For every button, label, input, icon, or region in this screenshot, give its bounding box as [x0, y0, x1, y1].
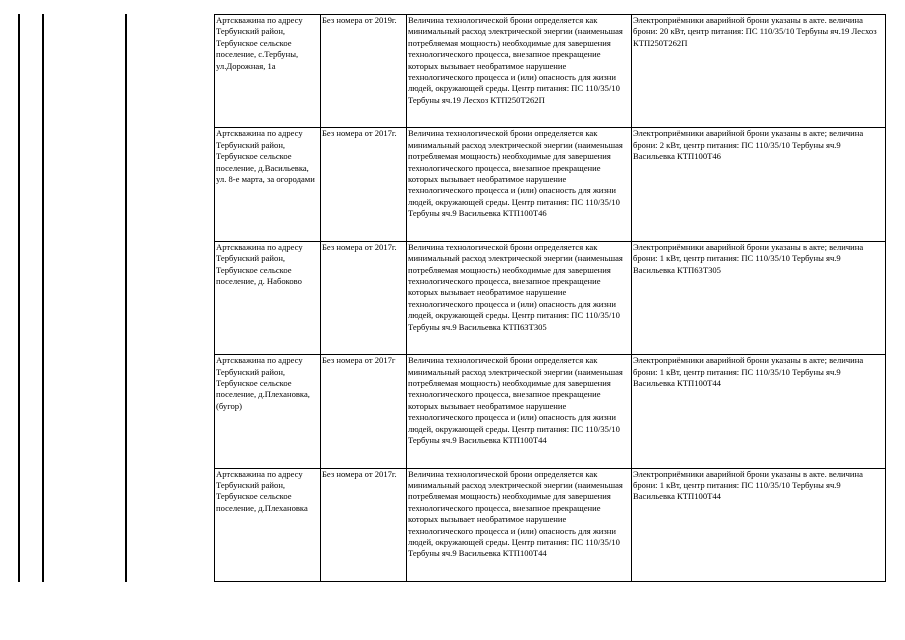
- emergency-cell: Электроприёмники аварийной брони указаны в акте; величина брони: 1 кВт, центр питания: ПС 110/35/10 Тербуны яч.9 Васильевка КТП63Т305: [632, 241, 886, 354]
- emergency-cell: Электроприёмники аварийной брони указаны в акте. величина брони: 20 кВт, центр питания: ПС 110/35/10 Тербуны яч.19 Лесхоз КТП250Т262П: [632, 15, 886, 128]
- object-cell: Артскважина по адресу Тербунский район, Тербунское сельское поселение, д. Набоково: [215, 241, 321, 354]
- table-row: [215, 15, 886, 128]
- act-cell: Без номера от 2017г.: [321, 241, 407, 354]
- act-cell: Без номера от 2019г.: [321, 15, 407, 128]
- table-row: [215, 355, 886, 468]
- description-cell: Величина технологической брони определяется как минимальный расход электрической энергии (наименьшая потребляемая мощность) необходимые для завершения технологического процесса, внезапное прекращение которых вызывает необратимое нарушение технологического процесса и (или) опасность для жизни людей, окружающей среды. Центр питания: ПС 110/35/10 Тербуны яч.9 Васильевка КТП100Т46: [407, 128, 632, 241]
- description-cell: Величина технологической брони определяется как минимальный расход электрической энергии (наименьшая потребляемая мощность) необходимые для завершения технологического процесса, внезапное прекращение которых вызывает необратимое нарушение технологического процесса и (или) опасность для жизни людей, окружающей среды. Центр питания: ПС 110/35/10 Тербуны яч.9 Васильевка КТП63Т305: [407, 241, 632, 354]
- description-cell: Величина технологической брони определяется как минимальный расход электрической энергии (наименьшая потребляемая мощность) необходимые для завершения технологического процесса, внезапное прекращение которых вызывает необратимое нарушение технологического процесса и (или) опасность для жизни людей, окружающей среды. Центр питания: ПС 110/35/10 Тербуны яч.9 Васильевка КТП100Т44: [407, 468, 632, 581]
- object-cell: Артскважина по адресу Тербунский район, Тербунское сельское поселение, д.Васильевка, ул. 8-е марта, за огородами: [215, 128, 321, 241]
- reservation-table: [214, 14, 886, 582]
- emergency-cell: Электроприёмники аварийной брони указаны в акте; величина брони: 2 кВт, центр питания: ПС 110/35/10 Тербуны яч.9 Васильевка КТП100Т46: [632, 128, 886, 241]
- left-border-line: [18, 14, 20, 582]
- table-row: [215, 241, 886, 354]
- left-column-line: [42, 14, 44, 582]
- object-cell: Артскважина по адресу Тербунский район, Тербунское сельское поселение, д.Плехановка: [215, 468, 321, 581]
- description-cell: Величина технологической брони определяется как минимальный расход электрической энергии (наименьшая потребляемая мощность) необходимые для завершения технологического процесса, внезапное прекращение которых вызывает необратимое нарушение технологического процесса и (или) опасность для жизни людей, окружающей среды. Центр питания: ПС 110/35/10 Тербуны яч.9 Васильевка КТП100Т44: [407, 355, 632, 468]
- act-cell: Без номера от 2017г: [321, 355, 407, 468]
- table-row: [215, 468, 886, 581]
- act-cell: Без номера от 2017г.: [321, 128, 407, 241]
- object-cell: Артскважина по адресу Тербунский район, Тербунское сельское поселение, с.Тербуны, ул.Дорожная, 1а: [215, 15, 321, 128]
- object-cell: Артскважина по адресу Тербунский район, Тербунское сельское поселение, д.Плехановка, (бугор): [215, 355, 321, 468]
- emergency-cell: Электроприёмники аварийной брони указаны в акте. величина брони: 1 кВт, центр питания: ПС 110/35/10 Тербуны яч.9 Васильевка КТП100Т44: [632, 468, 886, 581]
- table-row: [215, 128, 886, 241]
- act-cell: Без номера от 2017г.: [321, 468, 407, 581]
- left-column-line-2: [125, 14, 127, 582]
- description-cell: Величина технологической брони определяется как минимальный расход электрической энергии (наименьшая потребляемая мощность) необходимые для завершения технологического процесса, внезапное прекращение которых вызывает необратимое нарушение технологического процесса и (или) опасность для жизни людей, окружающей среды. Центр питания: ПС 110/35/10 Тербуны яч.19 Лесхоз КТП250Т262П: [407, 15, 632, 128]
- emergency-cell: Электроприёмники аварийной брони указаны в акте; величина брони: 1 кВт, центр питания: ПС 110/35/10 Тербуны яч.9 Васильевка КТП100Т44: [632, 355, 886, 468]
